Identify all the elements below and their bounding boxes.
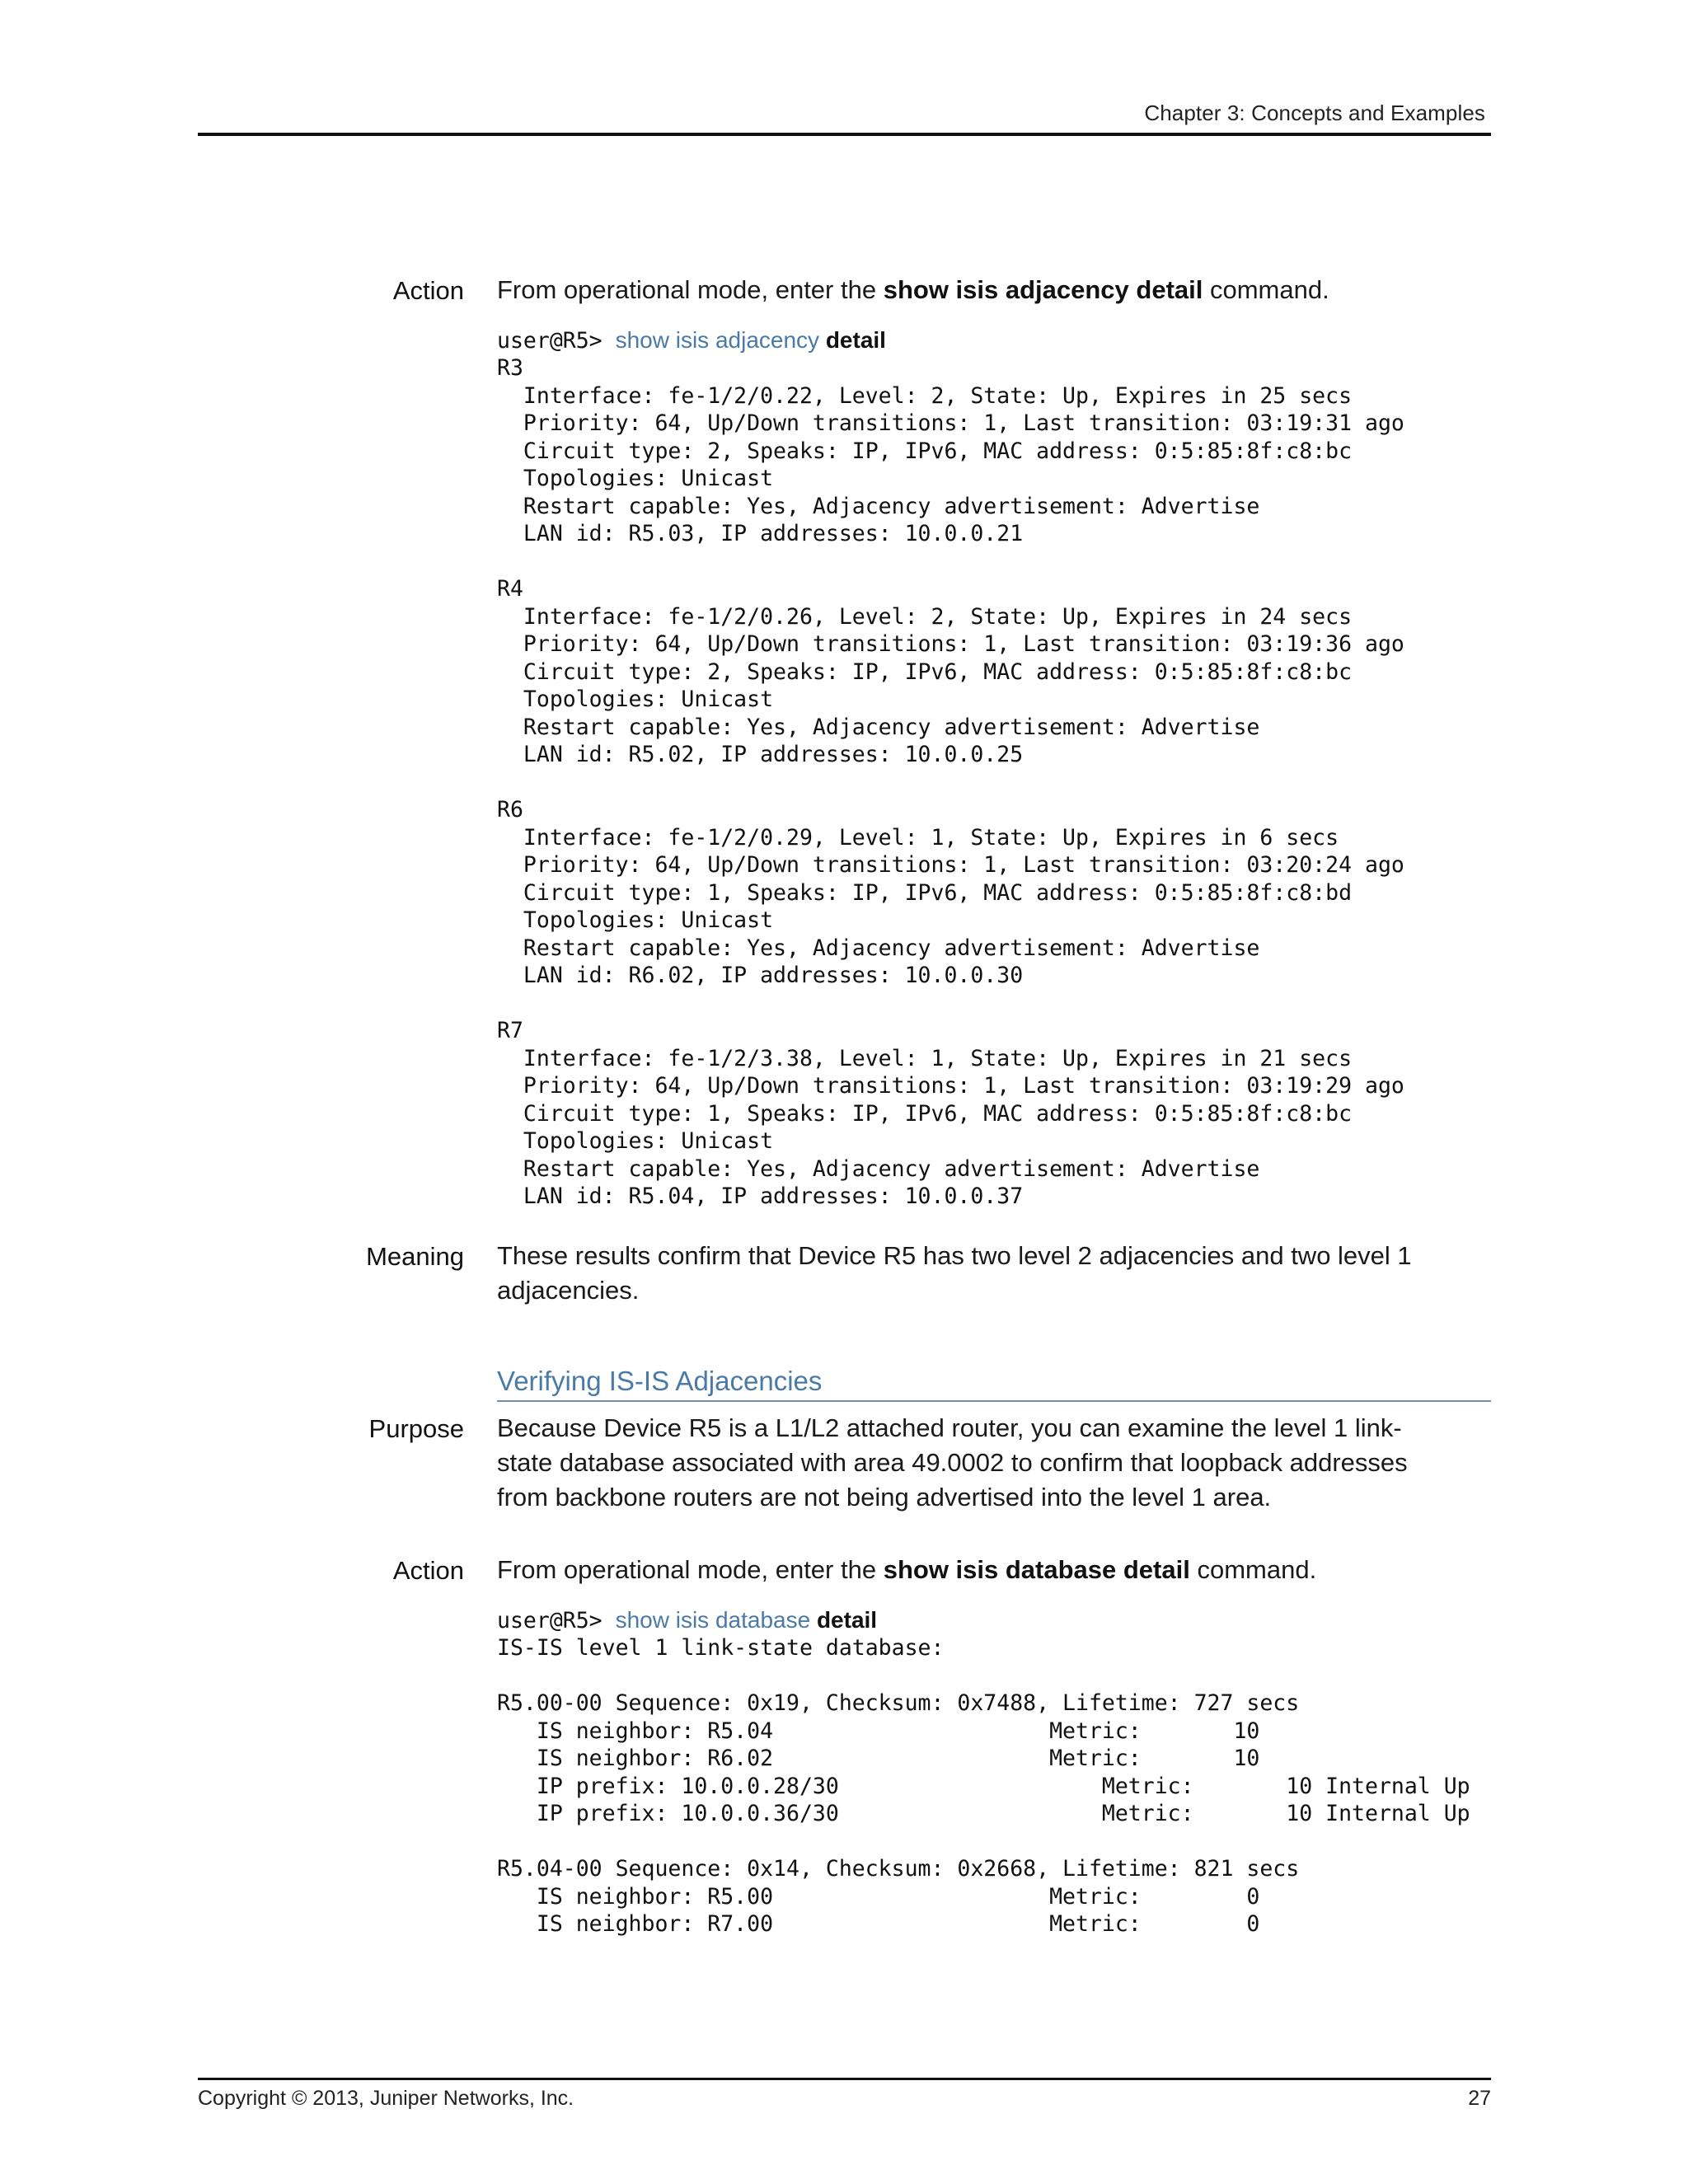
action-intro-after-2: command. xyxy=(1189,1555,1317,1584)
footer-rule xyxy=(198,2078,1491,2080)
command-link-2[interactable]: show isis database xyxy=(615,1607,811,1633)
action-label: Action xyxy=(392,276,464,305)
command-argument-2: detail xyxy=(810,1607,878,1633)
command-prompt-line xyxy=(497,326,886,355)
cli-prompt: user@R5> xyxy=(497,328,616,354)
action-intro-before-2: From operational mode, enter the xyxy=(497,1555,884,1584)
section-heading-rule xyxy=(497,1400,1491,1402)
section-heading: Verifying IS-IS Adjacencies xyxy=(497,1366,823,1396)
action-label-2: Action xyxy=(392,1556,464,1585)
purpose-label: Purpose xyxy=(368,1414,464,1443)
meaning-text: These results confirm that Device R5 has two level 2 adjacencies and two level 1 adjacencies. xyxy=(497,1241,1412,1305)
page-number: 27 xyxy=(1468,2087,1491,2110)
cli-prompt-2: user@R5> xyxy=(497,1608,616,1633)
action-intro-before: From operational mode, enter the xyxy=(497,275,884,304)
action-intro-after: command. xyxy=(1203,275,1329,304)
adjacency-output: R3 Interface: fe-1/2/0.22, Level: 2, State: Up, Expires in 25 secs Priority: 64, Up/Down transitions: 1, Last transition: 03:19:31 ago Circuit type: 2, Speaks: IP, IPv6, MAC address: 0:5:85:8f:c8:bc Topologies: Unicast Restart capable: Yes, Adjacency advertisement: Advertise LAN id: R5.03, IP addresses: 10.0.0.21 R4 Interface: fe-1/2/0.26, Level: 2, State: Up, Expires in 24 secs Priority: 64, Up/Down transitions: 1, Last transition: 03:19:36 ago Circuit type: 2, Speaks: IP, IPv6, MAC address: 0:5:85:8f:c8:bc Topologies: Unicast Restart capable: Yes, Adjacency advertisement: Advertise LAN id: R5.02, IP addresses: 10.0.0.25 R6 Interface: fe-1/2/0.29, Level: 1, State: Up, Expires in 6 secs Priority: 64, Up/Down transitions: 1, Last transition: 03:20:24 ago Circuit type: 1, Speaks: IP, IPv6, MAC address: 0:5:85:8f:c8:bd Topologies: Unicast Restart capable: Yes, Adjacency advertisement: Advertise LAN id: R6.02, IP addresses: 10.0.0.30 R7 Interface: fe-1/2/3.38, Level: 1, State: Up, Expires in 21 secs Priority: 64, Up/Down transitions: 1, Last transition: 03:19:29 ago Circuit type: 1, Speaks: IP, IPv6, MAC address: 0:5:85:8f:c8:bc Topologies: Unicast Restart capable: Yes, Adjacency advertisement: Advertise LAN id: R5.04, IP addresses: 10.0.0.37 xyxy=(497,355,1404,1209)
action-intro-command: show isis adjacency detail xyxy=(883,275,1203,304)
copyright-text: Copyright © 2013, Juniper Networks, Inc. xyxy=(198,2087,574,2110)
chapter-header: Chapter 3: Concepts and Examples xyxy=(1144,101,1485,125)
database-output: IS-IS level 1 link-state database: R5.00-00 Sequence: 0x19, Checksum: 0x7488, Lifetime: 727 secs IS neighbor: R5.04 Metric: 10 IS neighbor: R6.02 Metric: 10 IP prefix: 10.0.0.28/30 Metric: 10 Internal Up IP prefix: 10.0.0.36/30 Metric: 10 Internal Up R5.04-00 Sequence: 0x14, Checksum: 0x2668, Lifetime: 821 secs IS neighbor: R5.00 Metric: 0 IS neighbor: R7.00 Metric: 0 xyxy=(497,1635,1470,1937)
command-link[interactable]: show isis adjacency xyxy=(615,327,820,353)
action-intro xyxy=(497,273,1494,307)
action-intro-2 xyxy=(497,1553,1494,1587)
action-intro-command-2: show isis database detail xyxy=(883,1555,1190,1584)
command-argument: detail xyxy=(819,327,886,353)
meaning-label: Meaning xyxy=(366,1242,464,1271)
purpose-text: Because Device R5 is a L1/L2 attached router, you can examine the level 1 link-state database associated with area 49.0002 to confirm that loopback addresses from backbone routers are not being advertised into the level 1 area. xyxy=(497,1413,1408,1511)
header-rule xyxy=(198,133,1491,136)
command-prompt-line-2 xyxy=(497,1606,877,1635)
